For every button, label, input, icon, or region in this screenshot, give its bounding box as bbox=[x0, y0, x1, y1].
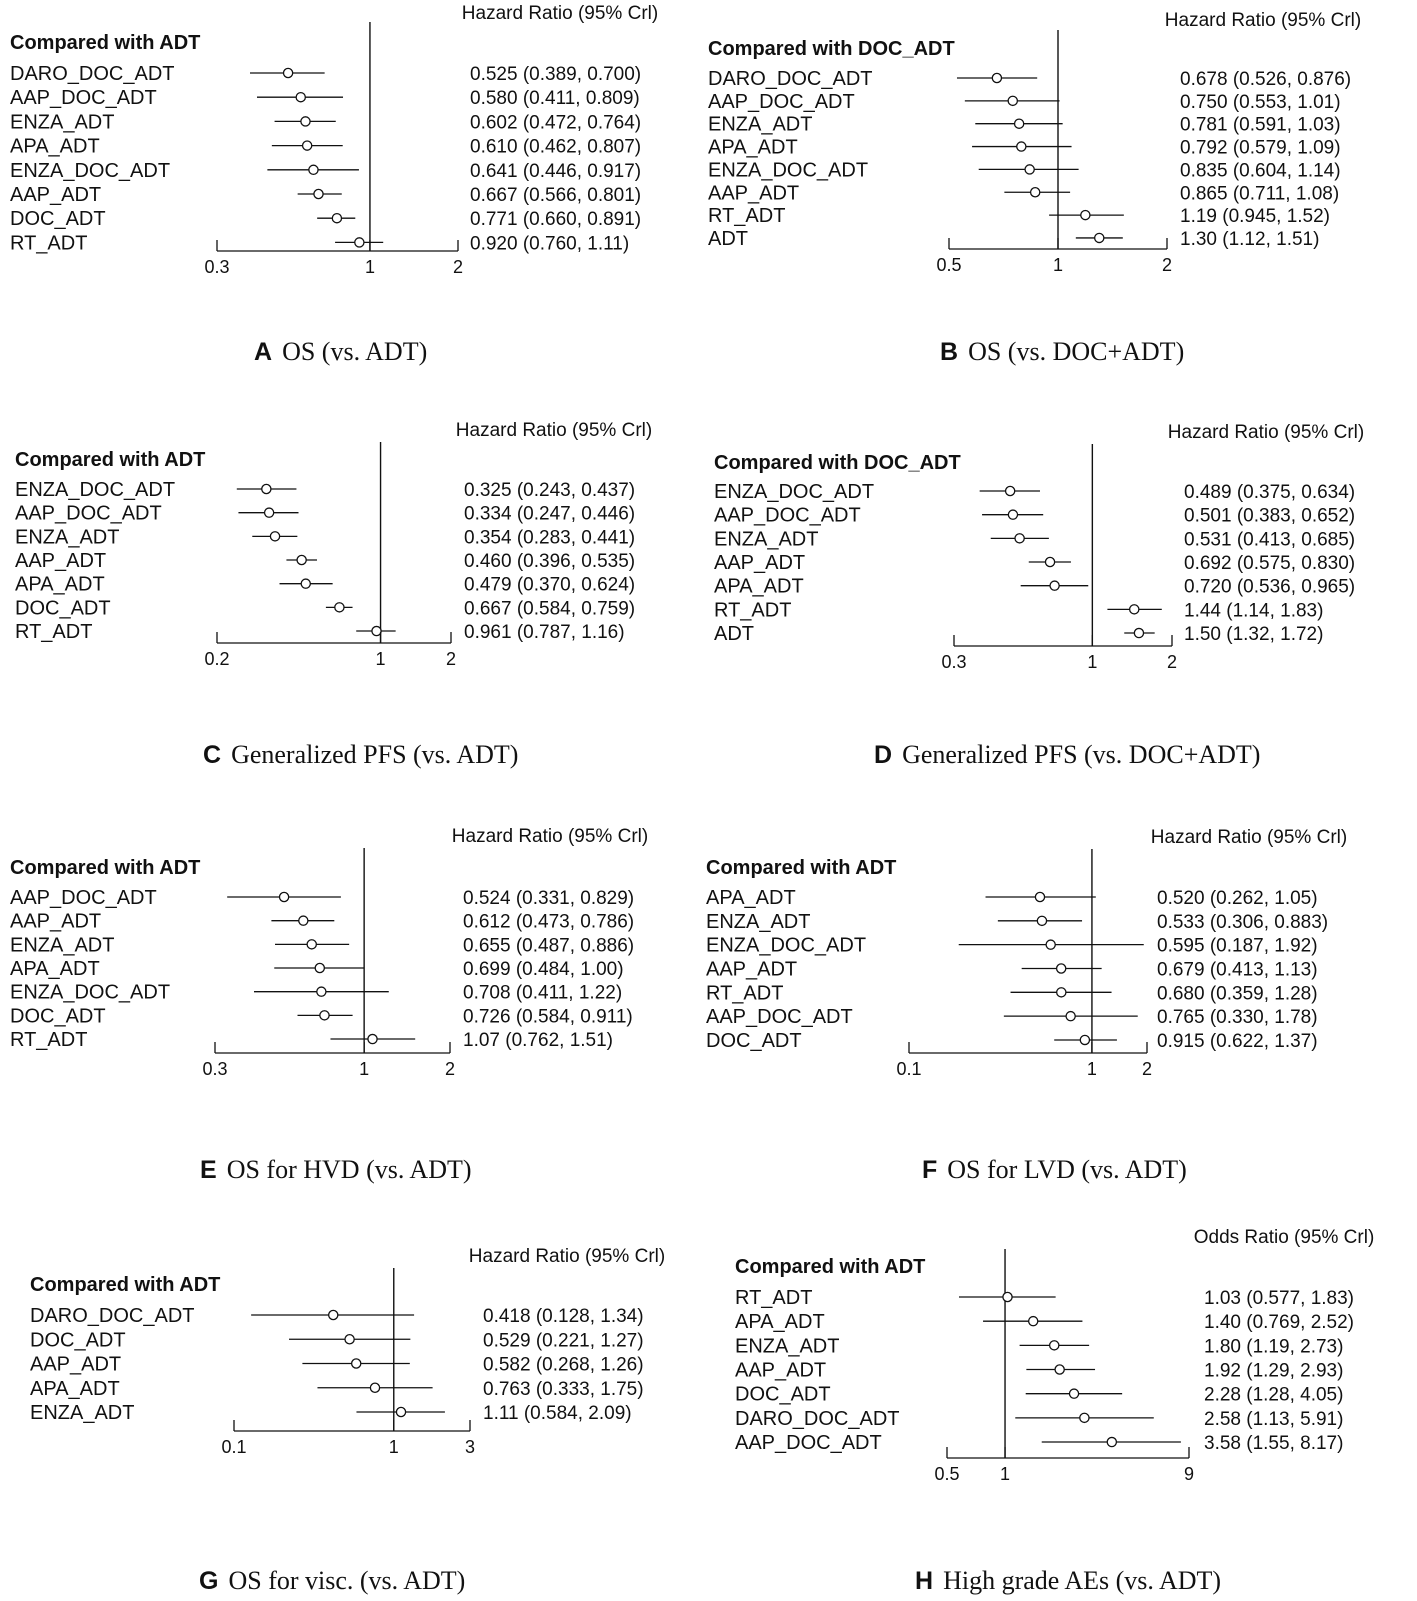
point-estimate bbox=[1017, 142, 1026, 151]
point-estimate bbox=[1080, 1035, 1089, 1044]
x-tick-label: 2 bbox=[452, 257, 464, 277]
row-value: 0.678 (0.526, 0.876) bbox=[1180, 69, 1352, 90]
row-label: RT_ADT bbox=[735, 1287, 813, 1309]
row-label: APA_ADT bbox=[15, 573, 105, 596]
point-estimate bbox=[299, 916, 308, 925]
ratio-header: Hazard Ratio (95% Crl) bbox=[1150, 827, 1348, 848]
row-label: AAP_DOC_ADT bbox=[714, 504, 861, 527]
row-label: ENZA_DOC_ADT bbox=[714, 481, 875, 503]
row-label: AAP_ADT bbox=[735, 1359, 827, 1382]
x-tick-label: 1 bbox=[388, 1437, 399, 1457]
row-label: ENZA_ADT bbox=[10, 934, 115, 957]
panel-caption-text: OS for HVD (vs. ADT) bbox=[226, 1155, 472, 1184]
row-value: 0.479 (0.370, 0.624) bbox=[464, 574, 636, 596]
point-estimate bbox=[1057, 964, 1066, 973]
row-value: 0.489 (0.375, 0.634) bbox=[1184, 482, 1356, 503]
row-value: 1.30 (1.12, 1.51) bbox=[1180, 228, 1320, 250]
row-value: 0.692 (0.575, 0.830) bbox=[1184, 553, 1356, 575]
ratio-header: Hazard Ratio (95% Crl) bbox=[455, 420, 653, 441]
row-label: APA_ADT bbox=[735, 1311, 825, 1334]
point-estimate bbox=[320, 1011, 329, 1020]
ratio-header: Hazard Ratio (95% Crl) bbox=[468, 1246, 666, 1267]
row-value: 0.726 (0.584, 0.911) bbox=[463, 1006, 633, 1028]
row-label: ADT bbox=[708, 227, 748, 250]
x-tick-label: 9 bbox=[1183, 1464, 1195, 1484]
row-value: 0.680 (0.359, 1.28) bbox=[1157, 983, 1318, 1005]
forest-panel-b bbox=[708, 10, 1361, 275]
point-estimate bbox=[345, 1335, 354, 1344]
panel-caption-h bbox=[915, 1566, 1221, 1596]
panel-caption-f bbox=[922, 1155, 1187, 1185]
row-value: 0.501 (0.383, 0.652) bbox=[1184, 505, 1356, 527]
row-label: DOC_ADT bbox=[735, 1383, 831, 1406]
point-estimate bbox=[270, 532, 279, 541]
row-label: AAP_ADT bbox=[706, 958, 798, 981]
x-tick-label: 0.3 bbox=[941, 652, 967, 672]
row-value: 3.58 (1.55, 8.17) bbox=[1204, 1433, 1344, 1455]
point-estimate bbox=[1130, 605, 1139, 614]
panel-letter: B bbox=[940, 338, 959, 366]
x-tick-label: 1 bbox=[364, 257, 375, 277]
panel-caption-text: Generalized PFS (vs. DOC+ADT) bbox=[902, 740, 1261, 769]
row-label: ENZA_ADT bbox=[706, 910, 811, 933]
row-value: 0.961 (0.787, 1.16) bbox=[464, 622, 625, 644]
row-value: 0.765 (0.330, 1.78) bbox=[1157, 1007, 1318, 1029]
point-estimate bbox=[372, 626, 381, 635]
row-value: 0.531 (0.413, 0.685) bbox=[1184, 529, 1356, 551]
comparator-title: Compared with ADT bbox=[10, 32, 201, 54]
row-value: 2.58 (1.13, 5.91) bbox=[1204, 1408, 1344, 1430]
comparator-title: Compared with ADT bbox=[10, 857, 201, 879]
row-label: DOC_ADT bbox=[15, 597, 111, 620]
ratio-header: Hazard Ratio (95% Crl) bbox=[461, 3, 659, 24]
x-tick-label: 1 bbox=[1052, 255, 1064, 275]
comparator-title: Compared with ADT bbox=[15, 449, 206, 471]
row-label: ENZA_DOC_ADT bbox=[10, 159, 171, 182]
x-tick-label: 3 bbox=[464, 1437, 476, 1457]
ratio-header: Hazard Ratio (95% Crl) bbox=[1164, 10, 1362, 31]
row-label: DOC_ADT bbox=[706, 1029, 802, 1052]
point-estimate bbox=[329, 1310, 338, 1319]
row-value: 0.582 (0.268, 1.26) bbox=[483, 1354, 644, 1376]
x-tick-label: 2 bbox=[1161, 255, 1173, 275]
point-estimate bbox=[1055, 1365, 1064, 1374]
point-estimate bbox=[1015, 534, 1024, 543]
row-label: APA_ADT bbox=[706, 887, 796, 909]
row-label: AAP_DOC_ADT bbox=[708, 90, 855, 113]
panel-caption-text: OS (vs. DOC+ADT) bbox=[968, 337, 1185, 366]
panel-letter: G bbox=[199, 1567, 219, 1595]
point-estimate bbox=[335, 603, 344, 612]
row-value: 0.602 (0.472, 0.764) bbox=[470, 112, 642, 134]
row-label: ENZA_DOC_ADT bbox=[706, 934, 867, 957]
x-tick-label: 2 bbox=[1166, 652, 1178, 672]
row-value: 1.03 (0.577, 1.83) bbox=[1204, 1288, 1354, 1309]
row-label: ENZA_DOC_ADT bbox=[10, 981, 171, 1004]
ratio-header: Hazard Ratio (95% Crl) bbox=[1167, 422, 1365, 443]
point-estimate bbox=[1134, 628, 1143, 637]
x-tick-label: 0.1 bbox=[896, 1059, 922, 1079]
row-value: 0.610 (0.462, 0.807) bbox=[470, 136, 642, 158]
point-estimate bbox=[296, 93, 305, 102]
row-value: 0.525 (0.389, 0.700) bbox=[470, 64, 642, 85]
x-tick-label: 1 bbox=[1000, 1464, 1011, 1484]
row-label: ADT bbox=[714, 623, 754, 646]
x-tick-label: 1 bbox=[375, 649, 386, 669]
point-estimate bbox=[1037, 916, 1046, 925]
forest-panel-c bbox=[15, 420, 652, 669]
point-estimate bbox=[1031, 188, 1040, 197]
row-label: ENZA_ADT bbox=[10, 111, 115, 134]
panel-caption-g bbox=[199, 1566, 465, 1596]
row-label: AAP_DOC_ADT bbox=[10, 87, 157, 110]
panel-letter: F bbox=[922, 1156, 938, 1184]
point-estimate bbox=[1008, 510, 1017, 519]
panel-letter: A bbox=[254, 338, 273, 366]
point-estimate bbox=[301, 117, 310, 126]
point-estimate bbox=[352, 1359, 361, 1368]
row-value: 0.781 (0.591, 1.03) bbox=[1180, 114, 1341, 136]
row-label: AAP_DOC_ADT bbox=[10, 887, 157, 909]
point-estimate bbox=[1107, 1437, 1116, 1446]
panel-letter: D bbox=[874, 741, 893, 769]
point-estimate bbox=[265, 508, 274, 517]
row-value: 0.667 (0.566, 0.801) bbox=[470, 185, 642, 206]
row-value: 0.580 (0.411, 0.809) bbox=[470, 88, 640, 110]
row-value: 0.612 (0.473, 0.786) bbox=[463, 911, 635, 933]
row-label: APA_ADT bbox=[714, 575, 804, 598]
panel-caption-a bbox=[254, 337, 427, 367]
ratio-header: Hazard Ratio (95% Crl) bbox=[451, 826, 649, 847]
point-estimate bbox=[1045, 557, 1054, 566]
row-value: 1.80 (1.19, 2.73) bbox=[1204, 1336, 1344, 1358]
point-estimate bbox=[279, 892, 288, 901]
x-tick-label: 2 bbox=[1141, 1059, 1153, 1079]
row-label: DOC_ADT bbox=[30, 1329, 126, 1352]
row-label: AAP_DOC_ADT bbox=[735, 1432, 882, 1455]
row-value: 0.699 (0.484, 1.00) bbox=[463, 959, 624, 981]
row-value: 2.28 (1.28, 4.05) bbox=[1204, 1384, 1344, 1406]
forest-panel-a bbox=[10, 3, 658, 277]
row-label: APA_ADT bbox=[10, 958, 100, 981]
row-value: 0.750 (0.553, 1.01) bbox=[1180, 91, 1341, 113]
x-tick-label: 0.5 bbox=[936, 255, 962, 275]
row-value: 0.655 (0.487, 0.886) bbox=[463, 935, 635, 957]
row-value: 0.641 (0.446, 0.917) bbox=[470, 160, 642, 182]
row-value: 0.520 (0.262, 1.05) bbox=[1157, 888, 1318, 909]
point-estimate bbox=[309, 165, 318, 174]
panel-caption-d bbox=[874, 740, 1260, 770]
row-value: 0.325 (0.243, 0.437) bbox=[464, 480, 636, 501]
panel-letter: H bbox=[915, 1567, 934, 1595]
comparator-title: Compared with ADT bbox=[30, 1274, 221, 1296]
row-value: 0.595 (0.187, 1.92) bbox=[1157, 935, 1318, 957]
point-estimate bbox=[1006, 486, 1015, 495]
x-tick-label: 2 bbox=[444, 1059, 456, 1079]
row-value: 1.44 (1.14, 1.83) bbox=[1184, 600, 1324, 622]
panel-letter: C bbox=[203, 741, 222, 769]
x-tick-label: 0.3 bbox=[202, 1059, 228, 1079]
point-estimate bbox=[317, 987, 326, 996]
point-estimate bbox=[1003, 1292, 1012, 1301]
point-estimate bbox=[1050, 581, 1059, 590]
comparator-title: Compared with DOC_ADT bbox=[714, 452, 961, 474]
row-label: DOC_ADT bbox=[10, 1005, 106, 1028]
panel-caption-c bbox=[203, 740, 518, 770]
row-value: 1.50 (1.32, 1.72) bbox=[1184, 624, 1324, 646]
row-value: 0.418 (0.128, 1.34) bbox=[483, 1306, 644, 1327]
row-label: RT_ADT bbox=[708, 205, 786, 228]
row-label: DARO_DOC_ADT bbox=[30, 1305, 195, 1327]
row-value: 0.679 (0.413, 1.13) bbox=[1157, 959, 1318, 981]
point-estimate bbox=[368, 1034, 377, 1043]
point-estimate bbox=[332, 214, 341, 223]
panel-caption-text: OS for LVD (vs. ADT) bbox=[947, 1155, 1187, 1184]
row-value: 1.40 (0.769, 2.52) bbox=[1204, 1312, 1354, 1334]
row-value: 1.07 (0.762, 1.51) bbox=[463, 1030, 613, 1052]
row-value: 0.920 (0.760, 1.11) bbox=[470, 233, 630, 255]
row-label: RT_ADT bbox=[714, 599, 792, 622]
point-estimate bbox=[370, 1383, 379, 1392]
row-label: RT_ADT bbox=[10, 1029, 88, 1052]
point-estimate bbox=[314, 189, 323, 198]
row-label: ENZA_ADT bbox=[30, 1402, 135, 1424]
row-label: APA_ADT bbox=[30, 1377, 120, 1400]
point-estimate bbox=[1035, 892, 1044, 901]
point-estimate bbox=[301, 579, 310, 588]
ratio-header: Odds Ratio (95% Crl) bbox=[1193, 1227, 1375, 1248]
forest-panel-g bbox=[30, 1246, 665, 1457]
panel-caption-text: High grade AEs (vs. ADT) bbox=[943, 1566, 1222, 1595]
row-label: RT_ADT bbox=[10, 232, 88, 255]
x-tick-label: 0.2 bbox=[204, 649, 230, 669]
row-value: 1.92 (1.29, 2.93) bbox=[1204, 1360, 1344, 1382]
point-estimate bbox=[297, 555, 306, 564]
point-estimate bbox=[1081, 211, 1090, 220]
point-estimate bbox=[1066, 1012, 1075, 1021]
point-estimate bbox=[315, 963, 324, 972]
row-label: APA_ADT bbox=[10, 135, 100, 158]
panel-caption-text: Generalized PFS (vs. ADT) bbox=[231, 740, 519, 769]
x-tick-label: 0.5 bbox=[934, 1464, 960, 1484]
row-label: AAP_ADT bbox=[10, 184, 102, 206]
x-tick-label: 1 bbox=[1086, 1059, 1097, 1079]
point-estimate bbox=[1015, 119, 1024, 128]
point-estimate bbox=[1050, 1341, 1059, 1350]
x-tick-label: 1 bbox=[359, 1059, 370, 1079]
row-label: ENZA_DOC_ADT bbox=[708, 159, 869, 182]
row-label: AAP_ADT bbox=[714, 552, 806, 575]
row-label: DARO_DOC_ADT bbox=[10, 63, 175, 85]
panel-caption-text: OS for visc. (vs. ADT) bbox=[228, 1566, 466, 1595]
panel-caption-text: OS (vs. ADT) bbox=[282, 337, 428, 366]
row-value: 0.708 (0.411, 1.22) bbox=[463, 982, 623, 1004]
x-tick-label: 2 bbox=[445, 649, 457, 669]
row-label: ENZA_DOC_ADT bbox=[15, 479, 176, 501]
row-value: 0.524 (0.331, 0.829) bbox=[463, 888, 635, 909]
x-tick-label: 0.1 bbox=[221, 1437, 247, 1457]
row-label: AAP_DOC_ADT bbox=[706, 1006, 853, 1029]
row-value: 0.529 (0.221, 1.27) bbox=[483, 1330, 644, 1352]
panel-caption-e bbox=[200, 1155, 472, 1185]
row-label: ENZA_ADT bbox=[708, 113, 813, 136]
point-estimate bbox=[396, 1407, 405, 1416]
row-label: DARO_DOC_ADT bbox=[708, 68, 873, 90]
comparator-title: Compared with ADT bbox=[706, 857, 897, 879]
point-estimate bbox=[307, 940, 316, 949]
panel-caption-b bbox=[940, 337, 1184, 367]
point-estimate bbox=[1025, 165, 1034, 174]
row-label: DARO_DOC_ADT bbox=[735, 1407, 900, 1430]
row-value: 1.19 (0.945, 1.52) bbox=[1180, 206, 1330, 228]
comparator-title: Compared with ADT bbox=[735, 1256, 926, 1278]
forest-panel-d bbox=[714, 422, 1364, 672]
point-estimate bbox=[1095, 233, 1104, 242]
point-estimate bbox=[992, 73, 1001, 82]
point-estimate bbox=[303, 141, 312, 150]
point-estimate bbox=[1080, 1413, 1089, 1422]
row-value: 1.11 (0.584, 2.09) bbox=[483, 1403, 632, 1424]
row-value: 0.667 (0.584, 0.759) bbox=[464, 598, 636, 620]
row-label: AAP_ADT bbox=[15, 550, 107, 573]
point-estimate bbox=[1008, 96, 1017, 105]
forest-panel-f bbox=[706, 827, 1347, 1079]
point-estimate bbox=[1057, 988, 1066, 997]
point-estimate bbox=[1069, 1389, 1078, 1398]
row-value: 0.865 (0.711, 1.08) bbox=[1180, 183, 1340, 205]
row-label: RT_ADT bbox=[15, 621, 93, 644]
row-label: AAP_ADT bbox=[30, 1353, 122, 1376]
row-value: 0.354 (0.283, 0.441) bbox=[464, 527, 636, 549]
forest-panel-h bbox=[735, 1227, 1374, 1484]
row-value: 0.334 (0.247, 0.446) bbox=[464, 503, 636, 525]
row-label: ENZA_ADT bbox=[714, 528, 819, 551]
row-label: AAP_DOC_ADT bbox=[15, 502, 162, 525]
row-label: ENZA_ADT bbox=[15, 526, 120, 549]
point-estimate bbox=[1029, 1317, 1038, 1326]
row-value: 0.915 (0.622, 1.37) bbox=[1157, 1030, 1318, 1052]
row-label: ENZA_ADT bbox=[735, 1335, 840, 1358]
panel-letter: E bbox=[200, 1156, 217, 1184]
forest-panel-e bbox=[10, 826, 648, 1079]
row-label: APA_ADT bbox=[708, 136, 798, 159]
point-estimate bbox=[283, 68, 292, 77]
row-value: 0.835 (0.604, 1.14) bbox=[1180, 160, 1341, 182]
x-tick-label: 1 bbox=[1087, 652, 1098, 672]
row-value: 0.771 (0.660, 0.891) bbox=[470, 209, 642, 231]
point-estimate bbox=[1046, 940, 1055, 949]
comparator-title: Compared with DOC_ADT bbox=[708, 38, 955, 60]
row-value: 0.720 (0.536, 0.965) bbox=[1184, 576, 1356, 598]
point-estimate bbox=[355, 238, 364, 247]
row-value: 0.460 (0.396, 0.535) bbox=[464, 551, 636, 573]
row-label: AAP_ADT bbox=[10, 910, 102, 933]
row-label: DOC_ADT bbox=[10, 208, 106, 231]
x-tick-label: 0.3 bbox=[204, 257, 230, 277]
point-estimate bbox=[262, 484, 271, 493]
row-value: 0.792 (0.579, 1.09) bbox=[1180, 137, 1341, 159]
row-value: 0.763 (0.333, 1.75) bbox=[483, 1378, 644, 1400]
row-label: AAP_ADT bbox=[708, 182, 800, 205]
row-label: RT_ADT bbox=[706, 982, 784, 1005]
row-value: 0.533 (0.306, 0.883) bbox=[1157, 911, 1329, 933]
